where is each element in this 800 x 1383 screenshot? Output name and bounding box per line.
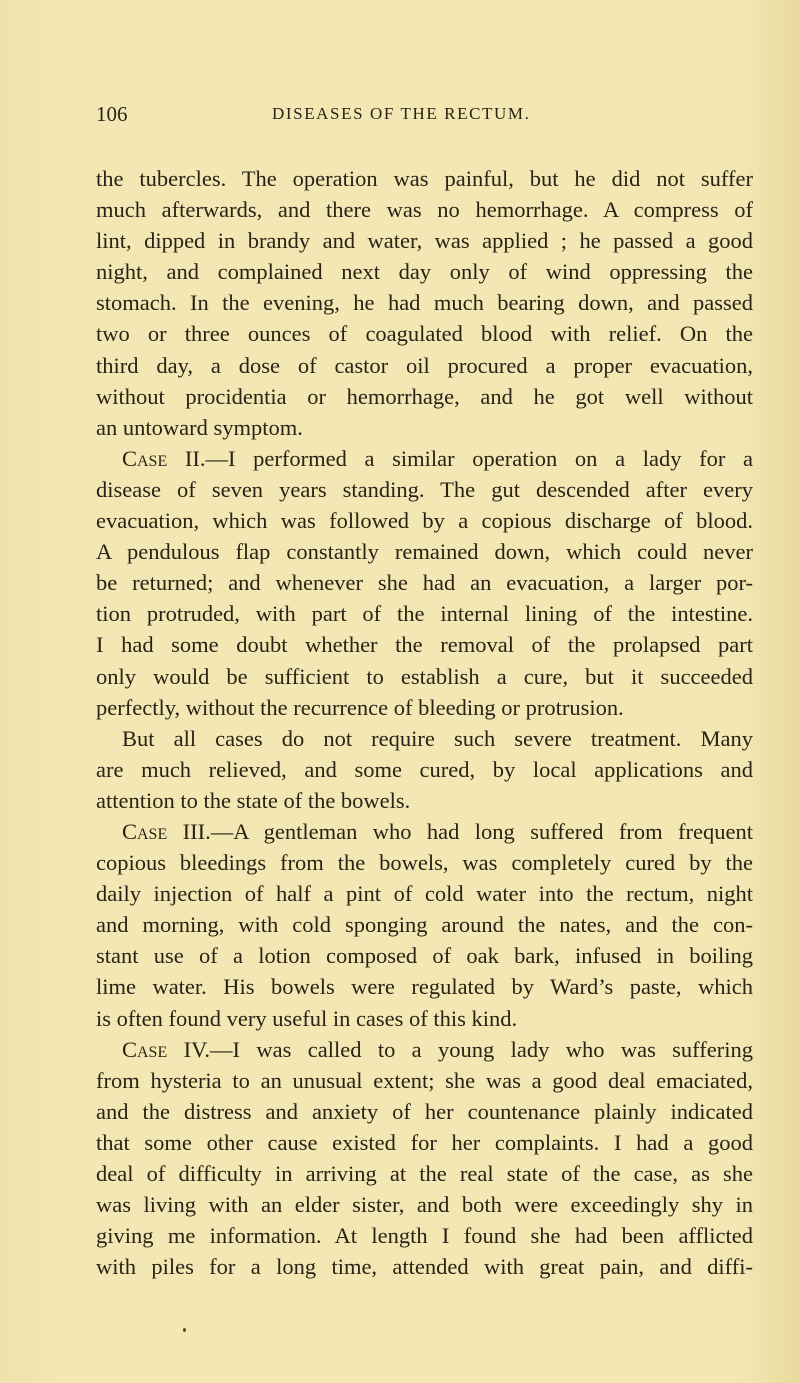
case-label: Case: [122, 445, 168, 471]
text-line: and morning, with cold sponging around the nates, and the con-: [96, 912, 753, 938]
text-line: lint, dipped in brandy and water, was applied ; he passed a good: [96, 228, 753, 254]
text-line: evacuation, which was followed by a copious discharge of blood.: [96, 508, 753, 534]
case-heading-line: Case II.—I performed a similar operation on a lady for a: [122, 445, 753, 471]
text-line: from hysteria to an unusual extent; she was a good deal emaciated,: [96, 1067, 753, 1093]
text-line: third day, a dose of castor oil procured a proper evacuation,: [96, 352, 753, 378]
text-line: deal of difficulty in arriving at the real state of the case, as she: [96, 1161, 753, 1186]
text-line: stant use of a lotion composed of oak bark, infused in boiling: [96, 943, 753, 969]
text-line: tion protruded, with part of the internal lining of the intestine.: [96, 601, 753, 627]
case-label: Case: [122, 818, 168, 844]
text-line: disease of seven years standing. The gut descended after every: [96, 476, 753, 502]
text-line: much afterwards, and there was no hemorrhage. A compress of: [96, 197, 753, 223]
text-line: are much relieved, and some cured, by local applications and: [96, 756, 753, 782]
case-heading-line: Case IV.—I was called to a young lady who was suffering: [122, 1036, 753, 1062]
text-line: the tubercles. The operation was painful, but he did not suffer: [96, 166, 753, 191]
text-line: lime water. His bowels were regulated by Ward’s paste, which: [96, 974, 753, 1000]
text-line: two or three ounces of coagulated blood with relief. On the: [96, 321, 753, 347]
text-line: perfectly, without the recurrence of bleeding or protrusion.: [96, 694, 624, 720]
text-line: daily injection of half a pint of cold water into the rectum, night: [96, 881, 753, 907]
case-label: Case: [122, 1036, 168, 1062]
text-line: A pendulous flap constantly remained down, which could never: [96, 539, 753, 565]
text-line: attention to the state of the bowels.: [96, 787, 411, 813]
text-line: only would be sufficient to establish a cure, but it succeeded: [96, 663, 753, 689]
paragraph-start-line: But all cases do not require such severe treatment. Many: [122, 725, 753, 751]
running-head: [96, 102, 756, 132]
text-line: stomach. In the evening, he had much bearing down, and passed: [96, 290, 753, 316]
text-line: is often found very useful in cases of this kind.: [96, 1005, 518, 1031]
running-title: DISEASES OF THE RECTUM.: [272, 104, 531, 123]
text-line: that some other cause existed for her complaints. I had a good: [96, 1129, 753, 1155]
case-heading-line: Case III.—A gentleman who had long suffered from frequent: [122, 818, 753, 844]
text-line: an untoward symptom.: [96, 414, 303, 440]
text-line: was living with an elder sister, and both were exceedingly shy in: [96, 1192, 753, 1218]
text-line: without procidentia or hemorrhage, and he got well without: [96, 383, 753, 409]
text-line: night, and complained next day only of wind oppressing the: [96, 259, 753, 285]
page-number: 106: [96, 102, 128, 126]
body-text: [96, 163, 753, 1282]
text-line: I had some doubt whether the removal of the prolapsed part: [96, 632, 753, 658]
text-line: with piles for a long time, attended with great pain, and diffi-: [96, 1254, 753, 1280]
paper-speck: [183, 1328, 186, 1332]
text-line: be returned; and whenever she had an evacuation, a larger por-: [96, 570, 753, 596]
text-line: and the distress and anxiety of her countenance plainly indicated: [96, 1098, 753, 1124]
text-line: copious bleedings from the bowels, was completely cured by the: [96, 850, 753, 876]
text-line: giving me information. At length I found she had been afflicted: [96, 1223, 753, 1249]
